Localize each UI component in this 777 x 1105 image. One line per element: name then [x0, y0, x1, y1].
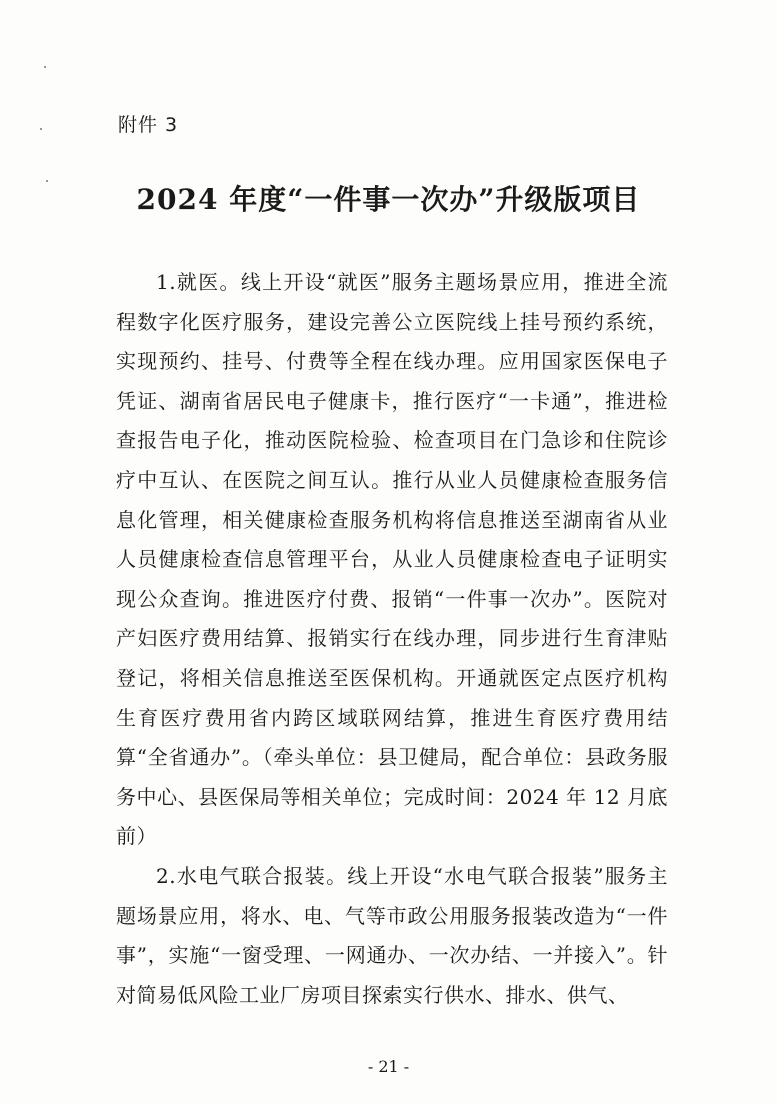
paragraph-medical: 1.就医。线上开设“就医”服务主题场景应用，推进全流程数字化医疗服务，建设完善公立医院线上挂号预约系统，实现预约、挂号、付费等全程在线办理。应用国家医保电子凭证、湖南省居民电子健康卡，推行医疗“一卡通”，推进检查报告电子化，推动医院检验、检查项目在门急诊和住院诊疗中互认、在医院之间互认。推行从业人员健康检查服务信息化管理，相关健康检查服务机构将信息推送至湖南省从业人员健康检查信息管理平台，从业人员健康检查电子证明实现公众查询。推进医疗付费、报销“一件事一次办”。医院对产妇医疗费用结算、报销实行在线办理，同步进行生育津贴登记，将相关信息推送至医保机构。开通就医定点医疗机构生育医疗费用省内跨区域联网结算，推进生育医疗费用结算“全省通办”。（牵头单位：县卫健局，配合单位：县政务服务中心、县医保局等相关单位；完成时间：2024 年 12 月底前）	[116, 270, 668, 849]
scan-speck	[40, 128, 42, 130]
document-body	[116, 263, 668, 1015]
document-title: 2024 年度“一件事一次办”升级版项目	[136, 183, 641, 216]
scan-speck	[44, 66, 46, 68]
paragraph-utilities: 2.水电气联合报装。线上开设“水电气联合报装”服务主题场景应用，将水、电、气等市政公用服务报装改造为“一件事”，实施“一窗受理、一网通办、一次办结、一并接入”。针对简易低风险工业厂房项目探索实行供水、排水、供气、	[116, 863, 668, 1007]
page-number: - 21 -	[367, 1057, 410, 1076]
attachment-label: 附件 3	[118, 114, 179, 136]
